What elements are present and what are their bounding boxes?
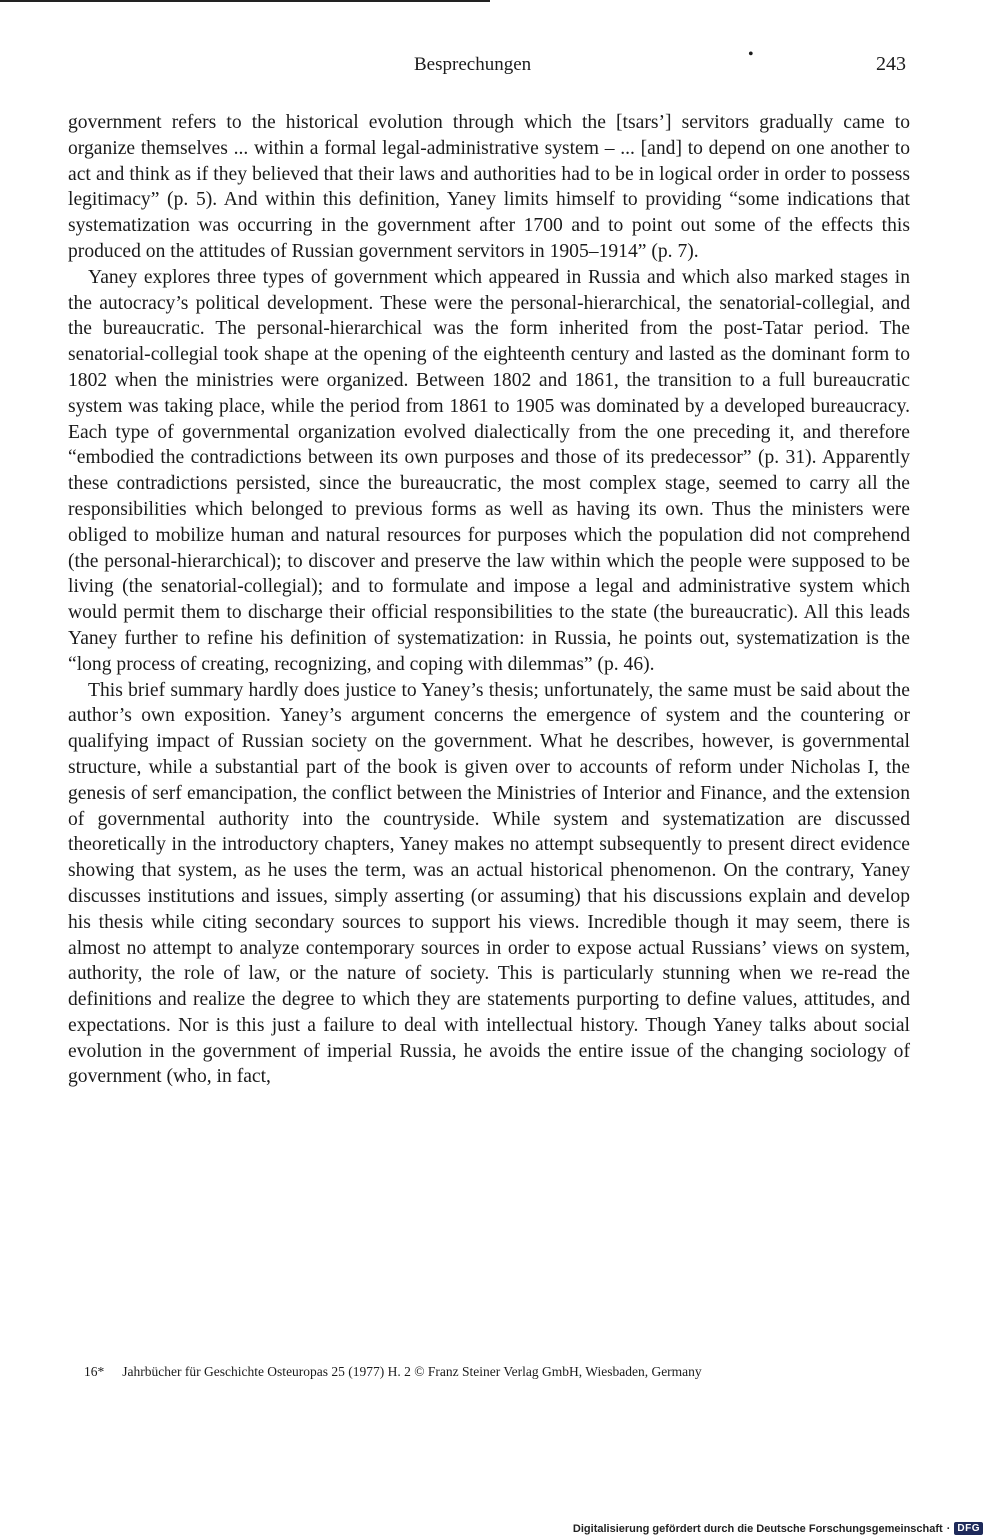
- scan-edge-line: [0, 0, 490, 2]
- dfg-logo: DFG: [954, 1522, 983, 1535]
- digitization-text: Digitalisierung gefördert durch die Deutsche Forschungsgemeinschaft: [572, 1522, 943, 1535]
- page-number: 243: [876, 53, 906, 75]
- paragraph-1: government refers to the historical evolution through which the [tsars’] servitors gradually came to organize themselves ... within a formal legal-administrative system – ... [and] to depend on one another to act and think as if they believed that their laws and authorities had to be in logical order in order to possess legitimacy” (p. 5). And within this definition, Yaney limits himself to providing “some indications that systematization was occurring in the government after 1700 and to point out some of the effects this produced on the attitudes of Russian government servitors in 1905–1914” (p. 7).: [68, 112, 910, 262]
- body-text: [68, 110, 910, 1090]
- paragraph-2: Yaney explores three types of government which appeared in Russia and which also marked stages in the autocracy’s political development. These were the personal-hierarchical, the senatorial-collegial, and the bureaucratic. The personal-hierarchical was the form inherited from the post-Tatar period. The senatorial-collegial took shape at the opening of the eighteenth century and lasted as the dominant form to 1802 when the ministries were organized. Between 1802 and 1861, the transition to a full bureaucratic system was taking place, while the period from 1861 to 1905 was dominated by a developed bureaucracy. Each type of governmental organization evolved dialectically from the one preceding it, and therefore “embodied the contradictions between its own purposes and those of its predecessor” (p. 31). Apparently these contradictions persisted, since the bureaucratic, the most complex stage, seemed to carry all the responsibilities which belonged to previous forms as well as having its own. Thus the ministers were obliged to mobilize human and natural resources for purposes which the population did not comprehend (the personal-hierarchical); to discover and preserve the law within which the people were supposed to be living (the senatorial-collegial); and to formulate and impose a legal and administrative system which would permit them to discharge their official responsibilities to the state (the bureaucratic). All this leads Yaney further to refine his definition of systematization: in Russia, he points out, systematization is the “long process of creating, recognizing, and coping with dilemmas” (p. 46).: [68, 266, 910, 675]
- running-header: [70, 46, 910, 80]
- journal-citation: Jahrbücher für Geschichte Osteuropas 25 (1977) H. 2 © Franz Steiner Verlag GmbH, Wiesbaden, Germany: [122, 1364, 702, 1379]
- header-marker: •: [748, 46, 754, 63]
- digitization-notice: Digitalisierung gefördert durch die Deutsche Forschungsgemeinschaft · DFG: [573, 1522, 983, 1535]
- paragraph-3: This brief summary hardly does justice to Yaney’s thesis; unfortunately, the same must be said about the author’s own exposition. Yaney’s argument concerns the emergence of system and the countering or qualifying impact of Russian society on the government. What he describes, however, is governmental structure, while a substantial part of the book is given over to accounts of reform under Nicholas I, the genesis of serf emancipation, the conflict between the Ministries of Interior and Finance, and the extension of governmental authority into the countryside. While system and systematization are discussed theoretically in the introductory chapters, Yaney makes no attempt subsequently to present direct evidence showing that system, as he uses the term, was an actual historical phenomenon. On the contrary, Yaney discusses institutions and issues, simply asserting (or assuming) that his discussions explain and develop his thesis while citing secondary sources to support his views. Incredible though it may seem, there is almost no attempt to analyze contemporary sources in order to expose actual Russians’ views on system, authority, the role of law, or the nature of society. This is particularly stunning when we re-read the definitions and realize the degree to which they are statements purporting to define values, attitudes, and expectations. Nor is this just a failure to deal with intellectual history. Though Yaney talks about social evolution in the government of imperial Russia, he avoids the entire issue of the changing sociology of government (who, in fact,: [68, 679, 910, 1088]
- signature-mark: 16*: [84, 1364, 105, 1379]
- running-title: Besprechungen: [414, 54, 532, 75]
- page-footer: [84, 1364, 924, 1380]
